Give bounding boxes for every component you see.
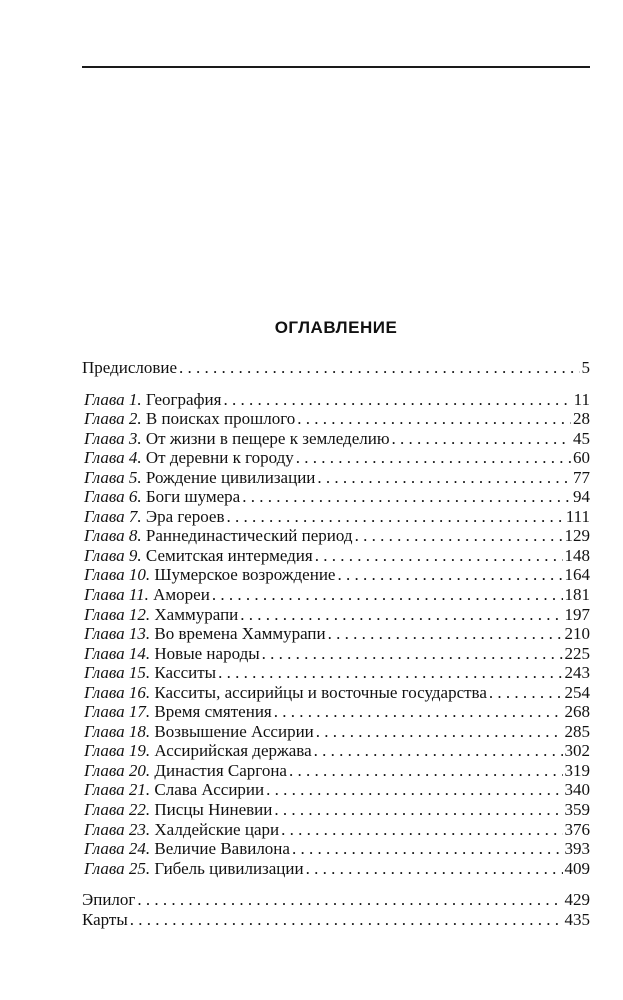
chapter-number: Глава 20.	[84, 760, 151, 780]
chapter-number: Глава 13.	[84, 624, 151, 644]
page-number: 435	[564, 909, 590, 929]
chapter-number: Глава 10.	[84, 565, 151, 585]
chapter-number: Глава 3.	[84, 428, 142, 448]
toc-entry	[82, 910, 590, 930]
chapter-number: Глава 22.	[84, 800, 151, 820]
chapter-number: Глава 2.	[84, 409, 142, 429]
page-number: 11	[573, 389, 590, 409]
page-number: 111	[565, 506, 590, 526]
toc-entry	[82, 358, 590, 378]
chapter-number: Глава 4.	[84, 448, 142, 468]
toc-chapter-entry	[82, 448, 590, 468]
entry-label: Ассирийская держава	[154, 741, 312, 761]
toc-chapter-entry	[82, 390, 590, 410]
entry-title	[82, 565, 335, 585]
toc-entry	[82, 890, 590, 910]
toc-chapter-entry	[82, 780, 590, 800]
dot-leader	[292, 839, 563, 859]
dot-leader	[130, 910, 563, 930]
page-number: 376	[564, 819, 590, 839]
toc-chapter-entry	[82, 429, 590, 449]
entry-label: От деревни к городу	[145, 448, 294, 468]
chapter-number: Глава 23.	[84, 819, 151, 839]
entry-label: Слава Ассирии	[154, 780, 265, 800]
dot-leader	[289, 761, 563, 781]
toc-chapter-entry	[82, 546, 590, 566]
entry-label: Эра героев	[145, 506, 225, 526]
entry-title	[82, 358, 177, 378]
entry-title	[82, 722, 314, 742]
chapter-number: Глава 17.	[84, 702, 151, 722]
chapter-number: Глава 6.	[84, 487, 142, 507]
chapter-number: Глава 25.	[84, 858, 151, 878]
entry-label: Халдейские цари	[154, 819, 280, 839]
entry-label: Рождение цивилизации	[145, 467, 316, 487]
entry-title	[82, 605, 238, 625]
entry-title	[82, 526, 353, 546]
chapter-number: Глава 15.	[84, 663, 151, 683]
chapter-number: Глава 18.	[84, 721, 151, 741]
entry-title	[82, 448, 294, 468]
toc-chapter-entry	[82, 507, 590, 527]
dot-leader	[328, 624, 563, 644]
toc-chapter-entry	[82, 859, 590, 879]
entry-label: Амореи	[153, 585, 210, 605]
dot-leader	[314, 741, 563, 761]
page-number: 409	[564, 858, 590, 878]
entry-label: Боги шумера	[145, 487, 241, 507]
page-number: 77	[573, 467, 590, 487]
entry-title	[82, 663, 216, 683]
toc-chapter-entry	[82, 761, 590, 781]
entry-label: Хаммурапи	[154, 604, 239, 624]
entry-label: Карты	[82, 909, 128, 929]
toc-chapter-entry	[82, 839, 590, 859]
dot-leader	[337, 565, 562, 585]
toc-chapter-entry	[82, 624, 590, 644]
chapter-number: Глава 12.	[84, 604, 151, 624]
dot-leader	[266, 780, 562, 800]
entry-title	[82, 890, 135, 910]
page-number: 28	[573, 409, 590, 429]
entry-title	[82, 468, 315, 488]
toc-chapter-entry	[82, 702, 590, 722]
entry-label: Время смятения	[154, 702, 272, 722]
toc-chapter-entry	[82, 683, 590, 703]
page-number: 429	[564, 890, 590, 910]
toc-chapter-entry	[82, 605, 590, 625]
toc-chapter-entry	[82, 487, 590, 507]
page-number: 210	[564, 624, 590, 644]
page-number: 302	[564, 741, 590, 761]
dot-leader	[296, 448, 571, 468]
toc-chapter-entry	[82, 722, 590, 742]
chapter-list	[82, 390, 590, 879]
entry-label: Династия Саргона	[154, 760, 287, 780]
toc-title: ОГЛАВЛЕНИЕ	[274, 318, 398, 337]
entry-label: Предисловие	[82, 358, 178, 377]
dot-leader	[218, 663, 562, 683]
chapter-number: Глава 24.	[84, 839, 151, 859]
toc-chapter-entry	[82, 565, 590, 585]
page-number: 285	[564, 721, 590, 741]
entry-label: Гибель цивилизации	[154, 858, 304, 878]
entry-title	[82, 429, 390, 449]
entry-title	[82, 780, 264, 800]
page-number: 164	[564, 565, 590, 585]
entry-label: Эпилог	[82, 890, 136, 910]
entry-title	[82, 546, 313, 566]
entry-label: Шумерское возрождение	[154, 565, 336, 585]
back-matter-list	[82, 890, 590, 929]
entry-title	[82, 820, 279, 840]
entry-label: Величие Вавилона	[154, 839, 290, 859]
chapter-number: Глава 9.	[84, 545, 142, 565]
dot-leader	[297, 409, 571, 429]
front-matter-list	[82, 358, 590, 378]
page-number: 197	[564, 604, 590, 624]
page-number: 148	[564, 545, 590, 565]
entry-title	[82, 390, 221, 410]
dot-leader	[489, 683, 563, 703]
chapter-number: Глава 11.	[84, 585, 149, 605]
entry-title	[82, 487, 240, 507]
dot-leader	[316, 722, 563, 742]
dot-leader	[315, 546, 563, 566]
dot-leader	[179, 358, 579, 378]
page-number: 181	[564, 585, 590, 605]
chapter-number: Глава 14.	[84, 643, 151, 663]
dot-leader	[240, 605, 562, 625]
entry-title	[82, 910, 128, 930]
dot-leader	[223, 390, 571, 410]
page-number: 94	[573, 487, 590, 507]
entry-label: Касситы, ассирийцы и восточные государства	[154, 682, 487, 702]
toc-chapter-entry	[82, 644, 590, 664]
entry-title	[82, 741, 312, 761]
entry-label: География	[145, 389, 222, 409]
chapter-number: Глава 5.	[84, 467, 142, 487]
toc-chapter-entry	[82, 820, 590, 840]
top-rule	[82, 66, 590, 68]
entry-label: Новые народы	[154, 643, 260, 663]
entry-label: Во времена Хаммурапи	[154, 624, 326, 644]
dot-leader	[262, 644, 563, 664]
page-number: 225	[564, 643, 590, 663]
toc-chapter-entry	[82, 409, 590, 429]
dot-leader	[306, 859, 563, 879]
spacer	[82, 378, 590, 390]
toc-chapter-entry	[82, 526, 590, 546]
chapter-number: Глава 19.	[84, 741, 151, 761]
page-number: 60	[573, 448, 590, 468]
chapter-number: Глава 7.	[84, 506, 142, 526]
page-number: 129	[564, 526, 590, 546]
entry-title	[82, 800, 272, 820]
entry-title	[82, 839, 290, 859]
toc-chapter-entry	[82, 663, 590, 683]
entry-label: Возвышение Ассирии	[154, 721, 314, 741]
page-number: 340	[564, 780, 590, 800]
entry-title	[82, 644, 260, 664]
dot-leader	[274, 800, 562, 820]
entry-title	[82, 683, 487, 703]
entry-title	[82, 859, 304, 879]
entry-title	[82, 585, 210, 605]
dot-leader	[355, 526, 563, 546]
toc-chapter-entry	[82, 468, 590, 488]
entry-title	[82, 409, 295, 429]
chapter-number: Глава 21.	[84, 780, 151, 800]
page-number: 5	[581, 358, 590, 377]
entry-label: От жизни в пещере к земледелию	[145, 428, 390, 448]
entry-title	[82, 507, 225, 527]
entry-label: В поисках прошлого	[145, 409, 296, 429]
table-of-contents	[82, 358, 590, 929]
dot-leader	[137, 890, 562, 910]
dot-leader	[242, 487, 571, 507]
page-number: 45	[573, 428, 590, 448]
entry-label: Раннединастический период	[145, 526, 353, 546]
entry-title	[82, 624, 326, 644]
toc-chapter-entry	[82, 741, 590, 761]
entry-label: Касситы	[154, 663, 217, 683]
page-number: 254	[564, 682, 590, 702]
dot-leader	[212, 585, 563, 605]
page-number: 393	[564, 839, 590, 859]
chapter-number: Глава 1.	[84, 389, 142, 409]
entry-title	[82, 702, 272, 722]
entry-label: Писцы Ниневии	[154, 800, 273, 820]
chapter-number: Глава 8.	[84, 526, 142, 546]
page-number: 359	[564, 800, 590, 820]
dot-leader	[227, 507, 564, 527]
dot-leader	[392, 429, 571, 449]
spacer	[82, 878, 590, 890]
page-number: 268	[564, 702, 590, 722]
entry-title	[82, 761, 287, 781]
dot-leader	[281, 820, 562, 840]
toc-chapter-entry	[82, 585, 590, 605]
page-number: 319	[564, 760, 590, 780]
page-number: 243	[564, 663, 590, 683]
entry-label: Семитская интермедия	[145, 545, 313, 565]
dot-leader	[317, 468, 571, 488]
dot-leader	[274, 702, 563, 722]
toc-chapter-entry	[82, 800, 590, 820]
chapter-number: Глава 16.	[84, 682, 151, 702]
